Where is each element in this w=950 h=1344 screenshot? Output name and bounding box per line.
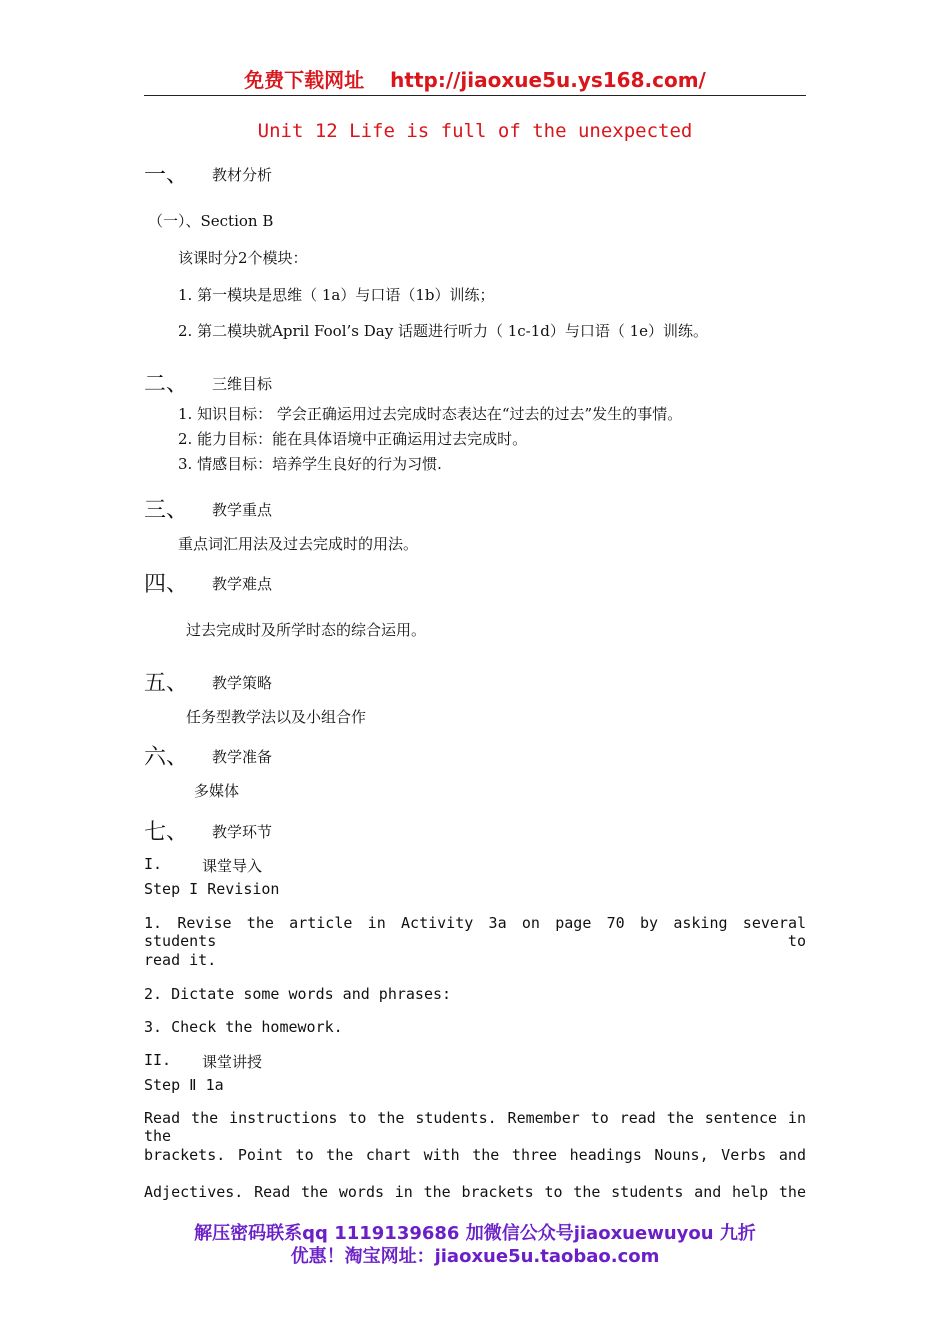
section-6-text: 多媒体 — [194, 782, 240, 800]
section-2-item-1: 1. 知识目标： 学会正确运用过去完成时态表达在“过去的过去”发生的事情。 — [178, 405, 683, 423]
section-7-number: 七、 — [144, 820, 189, 845]
section-2-number: 二、 — [144, 372, 189, 397]
footer-promo-line-2: 优惠！淘宝网址：jiaoxue5u.taobao.com — [290, 1246, 660, 1267]
section-1-intro: 该课时分2个模块： — [178, 249, 308, 267]
section-4-text: 过去完成时及所学时态的综合运用。 — [186, 621, 427, 639]
section-6-number: 六、 — [144, 745, 189, 770]
step-1-item-1-line-2: read it. — [144, 951, 217, 969]
step-1-heading: Step I Revision — [144, 880, 280, 898]
section-1-number: 一、 — [144, 163, 189, 188]
section-4-label: 教学难点 — [212, 575, 273, 593]
section-3-label: 教学重点 — [212, 501, 273, 519]
step-2-para-line-1: Read the instructions to the students. Remember to read the sentence in the — [144, 1109, 806, 1145]
section-6-label: 教学准备 — [212, 748, 273, 766]
section-5-number: 五、 — [144, 671, 189, 696]
section-2-item-2: 2. 能力目标：能在具体语境中正确运用过去完成时。 — [178, 430, 528, 448]
section-3-number: 三、 — [144, 498, 189, 523]
step-2-para-line-2: brackets. Point to the chart with the three headings Nouns, Verbs and — [144, 1146, 806, 1164]
step-2-para-line-3: Adjectives. Read the words in the brackets to the students and help the — [144, 1183, 806, 1201]
section-2-label: 三维目标 — [212, 375, 273, 393]
part-2-number: II. — [144, 1051, 172, 1069]
section-1-subheading: （一）、Section B — [148, 212, 274, 230]
header-divider — [144, 95, 806, 96]
section-3-text: 重点词汇用法及过去完成时的用法。 — [178, 535, 419, 553]
section-7-label: 教学环节 — [212, 823, 273, 841]
section-4-number: 四、 — [144, 572, 189, 597]
step-1-item-1-line-1: 1. Revise the article in Activity 3a on page 70 by asking several students to — [144, 914, 806, 950]
section-5-text: 任务型教学法以及小组合作 — [186, 708, 367, 726]
header-url-link[interactable]: http://jiaoxue5u.ys168.com/ — [390, 68, 706, 92]
footer-promo-line-1: 解压密码联系qq 1119139686 加微信公众号jiaoxuewuyou 九折 — [194, 1223, 756, 1244]
step-1-item-2: 2. Dictate some words and phrases: — [144, 985, 452, 1003]
step-2-heading: Step Ⅱ 1a — [144, 1076, 224, 1094]
section-1-label: 教材分析 — [212, 166, 273, 184]
section-1-item-2: 2. 第二模块就April Fool’s Day 话题进行听力（ 1c-1d）与口语（ 1e）训练。 — [178, 322, 709, 340]
section-1-item-1: 1. 第一模块是思维（ 1a）与口语（1b）训练； — [178, 286, 495, 304]
part-1-number: I. — [144, 855, 163, 873]
part-2-label: 课堂讲授 — [202, 1053, 263, 1071]
download-header — [0, 64, 950, 93]
header-label: 免费下载网址 — [244, 68, 365, 92]
section-2-item-3: 3. 情感目标：培养学生良好的行为习惯. — [178, 455, 442, 473]
document-title: Unit 12 Life is full of the unexpected — [257, 120, 693, 142]
section-5-label: 教学策略 — [212, 674, 273, 692]
step-1-item-3: 3. Check the homework. — [144, 1018, 343, 1036]
part-1-label: 课堂导入 — [202, 857, 263, 875]
